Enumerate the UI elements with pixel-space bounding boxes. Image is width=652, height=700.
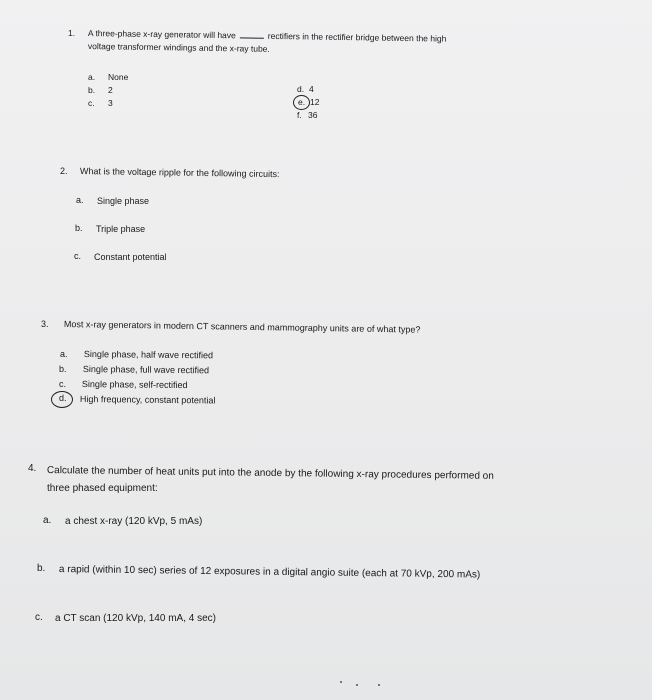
answer-circle-mark bbox=[51, 391, 73, 408]
stray-mark bbox=[378, 684, 380, 686]
option-letter: f. bbox=[297, 110, 302, 120]
option-letter: d. bbox=[297, 84, 305, 94]
answer-blank bbox=[240, 37, 264, 38]
question-number: 2. bbox=[60, 166, 68, 176]
option-letter: a. bbox=[76, 195, 84, 205]
question-number: 3. bbox=[41, 319, 49, 329]
question-text-line-1: Calculate the number of heat units put into the anode by the following x-ray procedures performed on bbox=[46, 465, 494, 482]
option-text: 12 bbox=[310, 97, 320, 107]
stray-mark bbox=[340, 681, 342, 683]
answer-circle-mark bbox=[293, 95, 310, 110]
option-letter: c. bbox=[59, 379, 67, 389]
question-text-line-2: voltage transformer windings and the x-ray tube. bbox=[87, 41, 270, 54]
option-text: 3 bbox=[108, 98, 113, 108]
option-text: High frequency, constant potential bbox=[79, 394, 216, 406]
stray-mark bbox=[356, 684, 358, 686]
option-letter: b. bbox=[88, 85, 96, 95]
question-text-line-2: three phased equipment: bbox=[47, 483, 158, 494]
option-text: Triple phase bbox=[96, 224, 146, 234]
option-letter: c. bbox=[74, 251, 82, 261]
question-text: What is the voltage ripple for the following circuits: bbox=[79, 166, 280, 180]
option-letter: c. bbox=[88, 98, 95, 108]
option-letter: e. bbox=[298, 97, 306, 107]
option-text: 4 bbox=[309, 84, 314, 94]
option-text: 2 bbox=[108, 85, 113, 95]
option-text: a chest x-ray (120 kVp, 5 mAs) bbox=[65, 516, 203, 527]
option-letter: a. bbox=[43, 515, 52, 526]
question-number: 1. bbox=[68, 28, 76, 38]
option-text: Single phase, full wave rectified bbox=[82, 364, 210, 376]
option-letter: a. bbox=[88, 72, 96, 82]
option-text: Single phase, half wave rectified bbox=[83, 349, 214, 361]
option-text: None bbox=[108, 72, 129, 82]
option-letter: a. bbox=[60, 349, 68, 359]
question-text-line-1: A three-phase x-ray generator will have rectifiers in the rectifier bridge between the high bbox=[87, 28, 447, 44]
option-text: a rapid (within 10 sec) series of 12 exposures in a digital angio suite (each at 70 kVp, 200 mAs) bbox=[58, 564, 481, 581]
option-text: a CT scan (120 kVp, 140 mA, 4 sec) bbox=[55, 613, 217, 624]
option-text: Single phase bbox=[97, 196, 150, 206]
option-letter: b. bbox=[59, 364, 67, 374]
option-text: Constant potential bbox=[94, 252, 167, 262]
question-number: 4. bbox=[28, 463, 37, 474]
option-letter: b. bbox=[37, 563, 46, 574]
option-letter: c. bbox=[35, 612, 43, 623]
option-letter: b. bbox=[75, 223, 83, 233]
option-text: 36 bbox=[308, 110, 318, 120]
option-text: Single phase, self-rectified bbox=[81, 379, 188, 391]
option-letter: d. bbox=[59, 393, 67, 403]
question-text: Most x-ray generators in modern CT scanners and mammography units are of what type? bbox=[63, 319, 421, 335]
